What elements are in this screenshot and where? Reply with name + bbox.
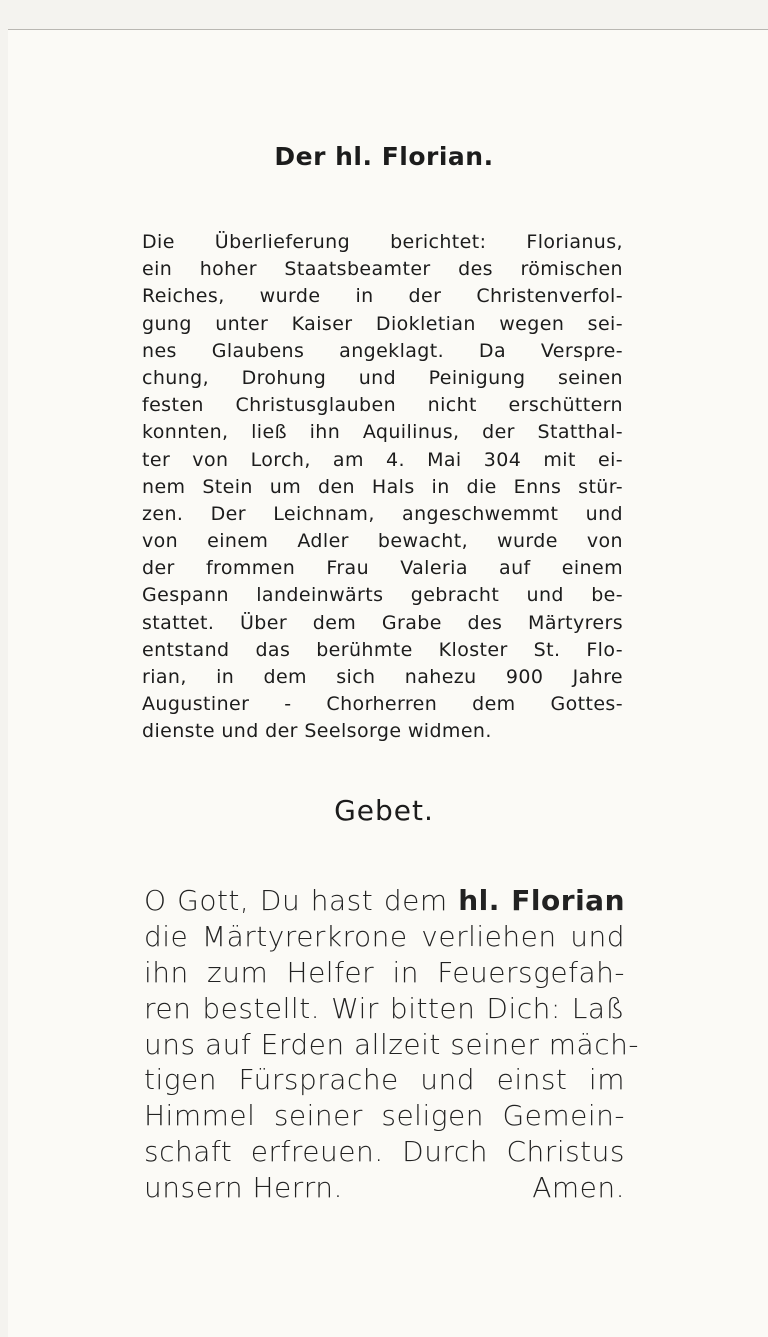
prayer-line: tigen Fürsprache und einst im bbox=[144, 1063, 625, 1097]
legend-line: zen. Der Leichnam, angeschwemmt und bbox=[142, 502, 623, 525]
legend-line: chung, Drohung und Peinigung seinen bbox=[142, 366, 623, 389]
card-title: Der hl. Florian. bbox=[274, 142, 494, 171]
prayer-line: schaft erfreuen. Durch Christus bbox=[144, 1135, 625, 1169]
legend-line: der frommen Frau Valeria auf einem bbox=[142, 557, 623, 580]
legend-paragraph bbox=[142, 229, 623, 746]
prayer-line: die Märtyrerkrone verliehen und bbox=[144, 919, 625, 953]
legend-line: Gespann landeinwärts gebracht und be- bbox=[142, 584, 623, 607]
prayer-heading: Gebet. bbox=[334, 794, 434, 827]
legend-line: nem Stein um den Hals in die Enns stür- bbox=[142, 475, 623, 498]
legend-line: rian, in dem sich nahezu 900 Jahre bbox=[142, 666, 623, 688]
legend-line: Reiches, wurde in der Christenverfol- bbox=[142, 285, 623, 308]
legend-line: entstand das berühmte Kloster St. Flo- bbox=[142, 638, 623, 661]
prayer-text bbox=[144, 883, 639, 1206]
legend-line: gung unter Kaiser Diokletian wegen sei- bbox=[142, 312, 623, 335]
legend-line: festen Christusglauben nicht erschüttern bbox=[142, 394, 623, 417]
legend-line: ein hoher Staatsbeamter des römischen bbox=[142, 258, 623, 281]
prayer-saint-name: hl. Florian bbox=[458, 884, 625, 917]
legend-line: nes Glaubens angeklagt. Da Verspre- bbox=[142, 339, 623, 362]
legend-line: von einem Adler bewacht, wurde von bbox=[142, 530, 623, 553]
prayer-line: ihn zum Helfer in Feuersgefah- bbox=[144, 955, 625, 989]
prayer-line bbox=[144, 1170, 625, 1206]
legend-line: Die Überlieferung berichtet: Florianus, bbox=[142, 231, 623, 253]
prayer-line: Himmel seiner seligen Gemein- bbox=[144, 1099, 625, 1133]
legend-line: konnten, ließ ihn Aquilinus, der Statthal- bbox=[142, 421, 623, 444]
prayer-line bbox=[144, 883, 625, 919]
legend-line: Augustiner - Chorherren dem Gottes- bbox=[142, 693, 623, 716]
legend-line: dienste und der Seelsorge widmen. bbox=[142, 720, 492, 743]
prayer-line: uns auf Erden allzeit seiner mäch- bbox=[144, 1027, 639, 1061]
prayer-line-text: O Gott, Du hast dem bbox=[144, 884, 459, 917]
legend-line: ter von Lorch, am 4. Mai 304 mit ei- bbox=[142, 448, 623, 471]
prayer-closing: unsern Herrn. bbox=[144, 1171, 343, 1205]
legend-line: stattet. Über dem Grabe des Märtyrers bbox=[142, 611, 623, 634]
prayer-line: ren bestellt. Wir bitten Dich: Laß bbox=[144, 991, 625, 1025]
amen: Amen. bbox=[532, 1171, 625, 1205]
